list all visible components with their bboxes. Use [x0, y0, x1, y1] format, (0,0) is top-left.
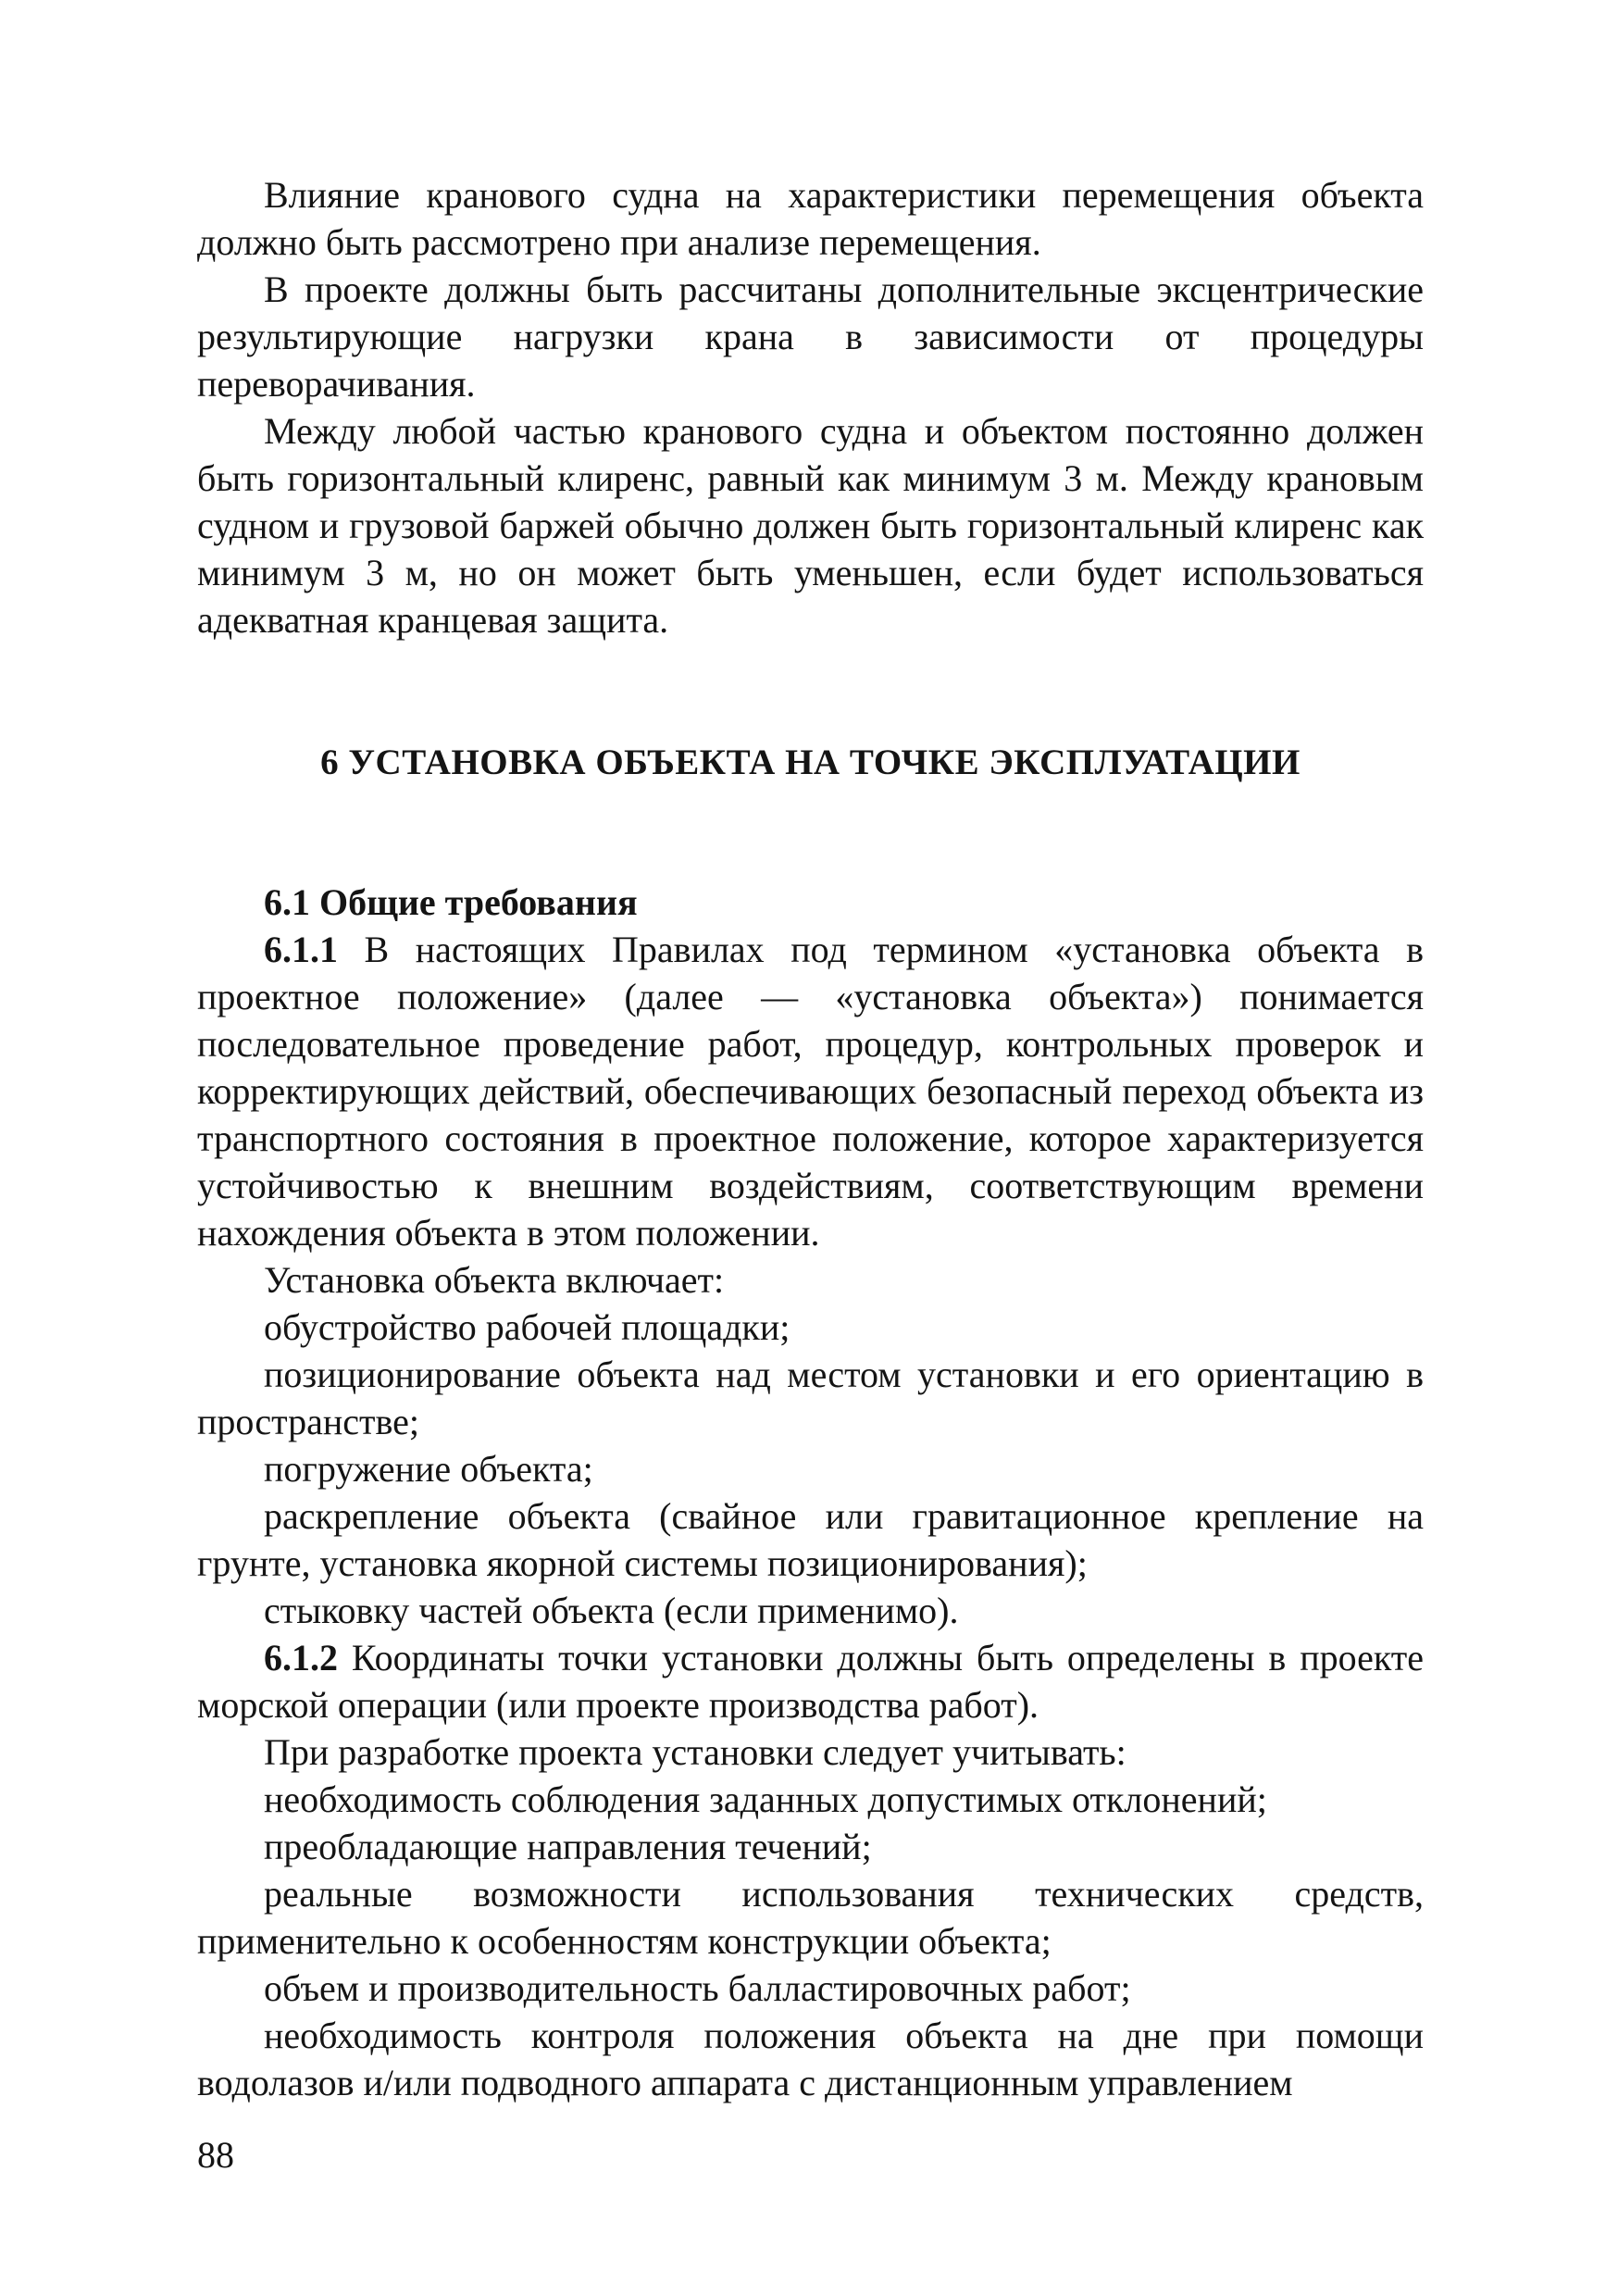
clause-6-1-2 — [197, 1634, 1424, 1728]
install-intro: Установка объекта включает: — [264, 1259, 725, 1301]
list-item: стыковку частей объекта (если применимо). — [264, 1590, 959, 1631]
subsection-heading: 6.1 Общие требования — [264, 881, 638, 923]
list-item: раскрепление объекта (свайное или гравитационное крепление на грунте, установка якорной системы позиционирования); — [197, 1495, 1424, 1584]
list-item: погружение объекта; — [264, 1448, 593, 1490]
list-item: необходимость контроля положения объекта на дне при помощи водолазов и/или подводного аппарата с дистанционным управлением — [197, 2015, 1424, 2103]
list-item: реальные возможности использования технических средств, применительно к особенностям конструкции объекта; — [197, 1873, 1424, 1962]
list-item: необходимость соблюдения заданных допустимых отклонений; — [264, 1778, 1267, 1820]
clause-6-1-1 — [197, 926, 1424, 1256]
paragraph-crane-influence: Влияние кранового судна на характеристики перемещения объекта должно быть рассмотрено при анализе перемещения. — [197, 174, 1424, 263]
clause-number: 6.1.2 — [264, 1637, 338, 1678]
page-body — [197, 171, 1424, 2106]
paragraph-eccentric-loads: В проекте должны быть рассчитаны дополнительные эксцентрические результирующие нагрузки крана в зависимости от процедуры переворачивания. — [197, 268, 1424, 405]
clause-text: В настоящих Правилах под термином «установка объекта в проектное положение» (далее — «установка объекта») понимается последовательное проведение работ, процедур, контрольных проверок и корректирующих действий, обеспечивающих безопасный переход объекта из транспортного состояния в проектное положение, которое характеризуется устойчивостью к внешним воздействиям, соответствующим времени нахождения объекта в этом положении. — [197, 929, 1424, 1254]
design-intro: При разработке проекта установки следует учитывать: — [264, 1731, 1126, 1773]
list-item: позиционирование объекта над местом установки и его ориентацию в пространстве; — [197, 1354, 1424, 1442]
clause-text: Координаты точки установки должны быть определены в проекте морской операции (или проекте производства работ). — [197, 1637, 1424, 1726]
list-item: обустройство рабочей площадки; — [264, 1306, 790, 1348]
section-heading: 6 УСТАНОВКА ОБЪЕКТА НА ТОЧКЕ ЭКСПЛУАТАЦИИ — [320, 742, 1301, 782]
list-item: преобладающие направления течений; — [264, 1826, 872, 1867]
page-number: 88 — [197, 2134, 234, 2176]
paragraph-clearance: Между любой частью кранового судна и объектом постоянно должен быть горизонтальный клиренс, равный как минимум 3 м. Между крановым судном и грузовой баржей обычно должен быть горизонтальный клиренс как минимум 3 м, но он может быть уменьшен, если будет использоваться адекватная кранцевая защита. — [197, 410, 1424, 641]
clause-number: 6.1.1 — [264, 929, 338, 970]
list-item: объем и производительность балластировочных работ; — [264, 1967, 1131, 2009]
